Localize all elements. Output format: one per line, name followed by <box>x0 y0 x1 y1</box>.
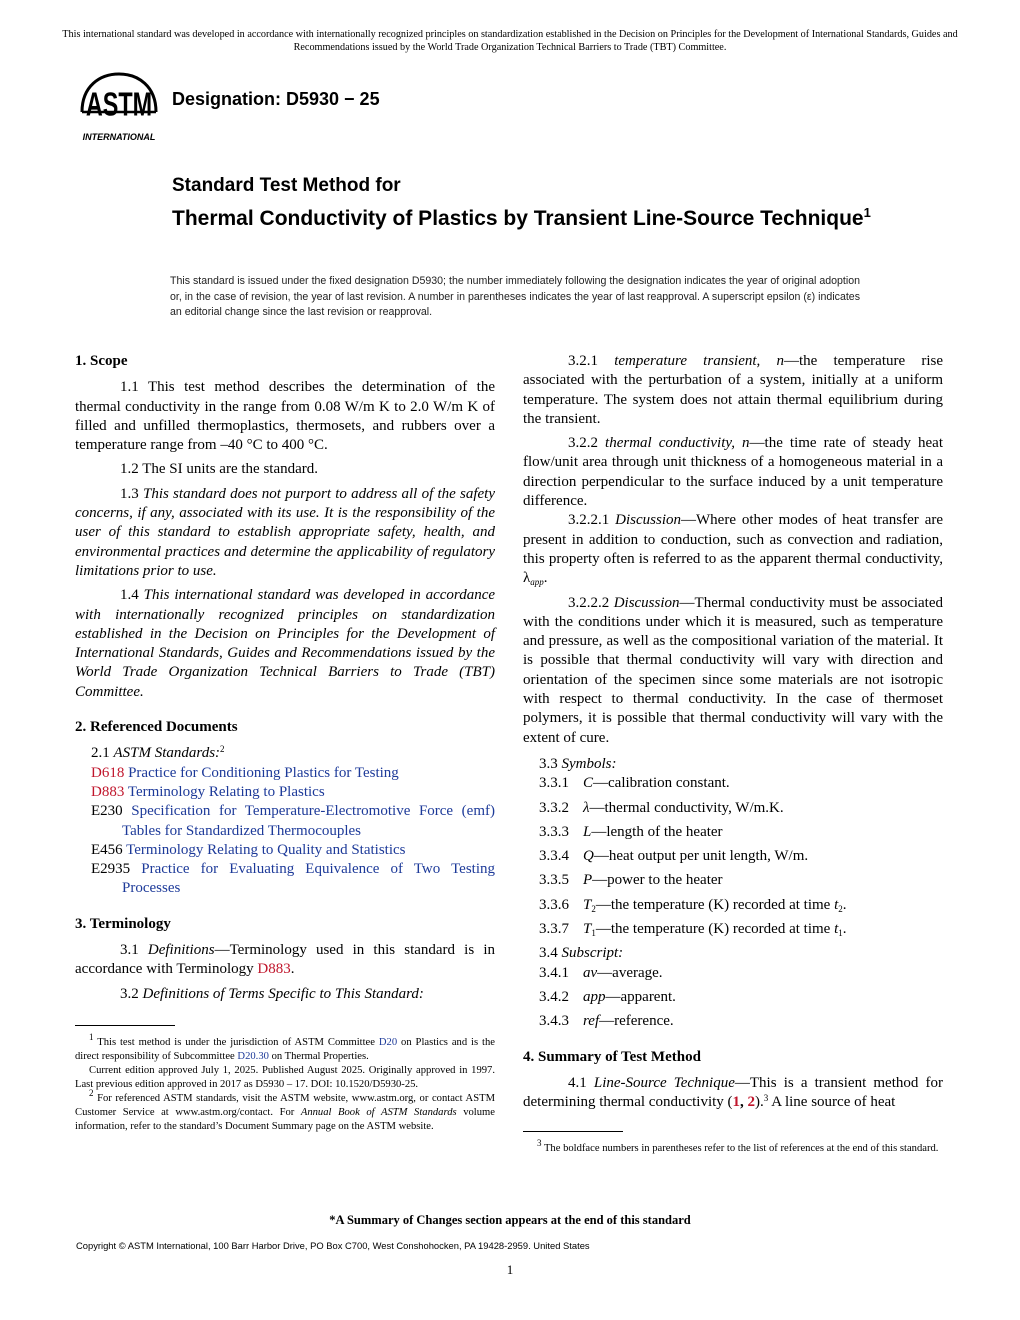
terminology-3-1: 3.1 Definitions—Terminology used in this standard is in accordance with Terminology D883. <box>75 942 495 978</box>
ref-e230[interactable]: E230 Specification for Temperature-Electromotive Force (emf) Tables for Standardized Thermocouples <box>91 803 495 839</box>
title-line1: Standard Test Method for <box>172 175 401 196</box>
ref-d883[interactable]: D883 Terminology Relating to Plastics <box>91 783 325 800</box>
referenced-heading: 2. Referenced Documents <box>75 719 238 736</box>
symbol-item: 3.3.1 C—calibration constant. <box>539 775 730 792</box>
def-3-2-2-2: 3.2.2.2 Discussion—Thermal conductivity must be associated with the conditions under which it is measured, such as temperature and pressure, as well as the compositional variation of the material. It is possible that thermal conductivity will vary with direction and orientation of the specimen since some materials are not isotropic with respect to thermal conductivity. In the case of thermoset polymers, it is possible that thermal conductivity will vary with the extent of cure. <box>523 594 944 746</box>
subscript-label: 3.4 Subscript: <box>539 945 624 962</box>
subscript-item: 3.4.3 ref—reference. <box>539 1013 674 1030</box>
summary-method-heading: 4. Summary of Test Method <box>523 1048 701 1065</box>
def-3-2-1: 3.2.1 temperature transient, n—the temperature rise associated with the perturbation of a system, initially at a uniform temperature. The system does not attain thermal equilibrium during the transient. <box>523 353 944 427</box>
footnote-2: $^2$ For referenced ASTM standards, visit the ASTM website, www.astm.org, or contact ASTM Customer Service at www.astm.org/contact. For Annual Book of ASTM Standards volume information, refer to the standard’s Document Summary page on the ASTM website. <box>75 1088 495 1132</box>
link-d883[interactable]: D883 <box>257 961 291 978</box>
terminology-heading: 3. Terminology <box>75 915 171 932</box>
footnote-3: $^3$ The boldface numbers in parentheses refer to the list of references at the end of this standard. <box>537 1138 939 1154</box>
symbol-item: 3.3.2 λ—thermal conductivity, W/m.K. <box>539 799 784 816</box>
symbol-item: 3.3.5 P—power to the heater <box>539 872 723 889</box>
summary-4-1: 4.1 Line-Source Technique—This is a transient method for determining thermal conductivity (1, 2).$^3$ A line source of heat <box>523 1074 944 1111</box>
scope-1-3: 1.3 This standard does not purport to address all of the safety concerns, if any, associated with its use. It is the responsibility of the user of this standard to establish appropriate safety, health, and environmental practices and determine the applicability of regulatory limitations prior to use. <box>75 485 496 579</box>
scope-1-1: 1.1 This test method describes the determination of the thermal conductivity in the range from 0.08 W/m K to 2.0 W/m K of filled and unfilled thermoplastics, thermosets, and rubbers over a temperature range from –40 °C to 400 °C. <box>75 379 495 454</box>
symbol-item: 3.3.3 L—length of the heater <box>539 823 723 840</box>
ref-link-1[interactable]: 1 <box>732 1094 741 1111</box>
symbol-item: 3.3.7 $T_1—the$ temperature (K) recorded at time $t_1$. <box>539 921 847 939</box>
logo-text: ASTM <box>85 86 153 124</box>
footnotes-left <box>75 1032 495 1134</box>
issued-note: This standard is issued under the fixed designation D5930; the number immediately following the designation indicates the year of original adoption or, in the case of revision, the year of last revision. A number in parentheses indicates the year of last reapproval. A superscript epsilon (ε) indicates an editorial change since the last revision or reapproval. <box>170 275 860 318</box>
def-3-2-2: 3.2.2 thermal conductivity, n—the time rate of steady heat flow/unit area through unit thickness of a homogeneous material in a direction perpendicular to the surface induced by a unit temperature difference. <box>523 435 944 510</box>
astm-standards-label: 2.1 ASTM Standards:$^2$ <box>91 744 225 762</box>
summary-of-changes-note: *A Summary of Changes section appears at the end of this standard <box>329 1213 691 1227</box>
page-number: 1 <box>506 1262 514 1277</box>
ref-e2935[interactable]: E2935 Practice for Evaluating Equivalence of Two Testing Processes <box>91 861 496 897</box>
scope-1-2: 1.2 The SI units are the standard. <box>120 461 319 478</box>
ref-e456[interactable]: E456 Terminology Relating to Quality and Statistics <box>91 841 406 858</box>
def-3-2-2-1: 3.2.2.1 Discussion—Where other modes of heat transfer are present in addition to conduction, such as convection and radiation, this property often is referred to as the apparent thermal conductivity, $\lambda_{app}$. <box>523 512 944 588</box>
symbol-item: 3.3.6 $T_2—the$ temperature (K) recorded at time $t_2$. <box>539 896 847 914</box>
scope-heading: 1. Scope <box>75 353 128 369</box>
left-column <box>75 352 495 1004</box>
title-footnote-mark: 1 <box>863 205 871 220</box>
symbols-list <box>523 774 943 939</box>
designation: Designation: D5930 − 25 <box>172 89 380 109</box>
footnote-rule-left <box>75 1025 175 1026</box>
symbol-item: 3.3.4 Q—heat output per unit length, W/m. <box>539 848 809 865</box>
top-notice: This international standard was developed in accordance with internationally recognized principles on standardization established in the Decision on Principles for the Development of International Standards, Guides and Recommendations issued by the World Trade Organization Technical Barriers to Trade (TBT) Committee. <box>62 29 958 53</box>
copyright: Copyright © ASTM International, 100 Barr Harbor Drive, PO Box C700, West Conshohocken, PA 19428-2959. United States <box>76 1240 590 1251</box>
subscript-item: 3.4.1 av—average. <box>539 964 663 981</box>
referenced-list <box>75 764 495 899</box>
subscript-item: 3.4.2 app—apparent. <box>539 988 676 1005</box>
footnote-1: $^1$ This test method is under the jurisdiction of ASTM Committee D20 on Plastics and is the direct responsibility of Subcommittee D20.30 on Thermal Properties. <box>75 1032 495 1062</box>
terminology-3-2: 3.2 Definitions of Terms Specific to This Standard: <box>120 985 424 1002</box>
symbols-label: 3.3 Symbols: <box>539 755 617 772</box>
ref-d618[interactable]: D618 Practice for Conditioning Plastics for Testing <box>91 764 399 781</box>
subscript-list <box>523 964 943 1032</box>
scope-1-4: 1.4 This international standard was developed in accordance with internationally recognized principles on standardization established in the Decision on Principles for the Development of International Standards, Guides and Recommendations issued by the World Trade Organization Technical Barriers to Trade (TBT) Committee. <box>75 587 496 700</box>
logo-international: INTERNATIONAL <box>82 132 156 142</box>
ref-link-2[interactable]: 2 <box>747 1094 756 1111</box>
footnote-rule-right <box>523 1131 623 1132</box>
right-column <box>523 352 943 1112</box>
title-line2: Thermal Conductivity of Plastics by Transient Line-Source Technique$^1$ <box>172 205 871 230</box>
footnote-1-edition: Current edition approved July 1, 2025. Published August 2025. Originally approved in 1997. Last previous edition approved in 2017 as D5930 – 17. DOI: 10.1520/D5930-25. <box>75 1065 495 1090</box>
